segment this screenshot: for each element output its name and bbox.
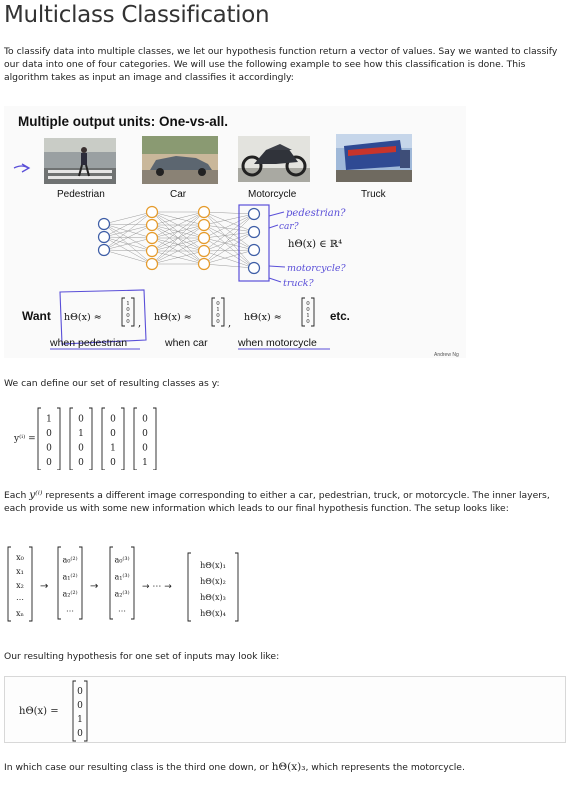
vector-entry: xₙ: [16, 609, 24, 619]
layers: [8, 547, 238, 621]
vector-entry: 0: [78, 458, 84, 469]
nn-node: [199, 220, 210, 231]
vector-entry: a₀⁽²⁾: [62, 555, 78, 565]
class-label-pedestrian: Pedestrian: [57, 189, 105, 200]
vector-entry: a₂⁽²⁾: [62, 589, 78, 599]
nn-node: [199, 207, 210, 218]
class-label-car: Car: [170, 189, 187, 200]
vector-entry: 0: [142, 429, 148, 440]
nn-edge: [204, 250, 254, 264]
nn-edge: [204, 238, 254, 268]
car-image: [142, 136, 218, 184]
each-pre: Each: [4, 490, 30, 501]
bracket-left: [58, 547, 61, 619]
vector-entry: 0: [126, 306, 130, 313]
result-vector: [73, 681, 87, 741]
nn-node: [147, 220, 158, 231]
bracket-right: [235, 553, 238, 621]
class-label-motorcycle: Motorcycle: [248, 189, 297, 200]
final-paragraph: [4, 761, 465, 774]
lecture-slide: [4, 106, 466, 358]
slide-credit: Andrew Ng: [434, 352, 459, 358]
hand-arrow-icon: [14, 164, 29, 172]
inline-h3: hΘ(x)₃: [271, 761, 306, 773]
vector-entry: 1: [77, 715, 83, 726]
result-label: hΘ(x) =: [19, 706, 59, 717]
nn-node: [147, 207, 158, 218]
layers-equation: [4, 545, 254, 625]
truck-image: [336, 134, 412, 182]
page-title: Multiclass Classification: [4, 2, 270, 28]
vector-entry: hΘ(x)₄: [200, 608, 226, 618]
vector-entry: 0: [77, 729, 83, 740]
vector-entry: x₀: [16, 553, 24, 563]
bracket-right: [153, 408, 156, 470]
vector-entry: 1: [306, 312, 310, 319]
bracket-right: [29, 547, 32, 621]
approx-label: hΘ(x) ≈: [154, 312, 192, 323]
vector-entry: 1: [110, 443, 116, 454]
neural-network-diagram: [99, 207, 260, 274]
nn-edge: [204, 214, 254, 264]
nn-edge: [204, 264, 254, 268]
vector-entry: hΘ(x)₁: [200, 560, 226, 570]
vector-entry: x₁: [16, 567, 24, 577]
hand-note-motorcycle: motorcycle?: [287, 263, 346, 274]
vector-entry: 0: [110, 414, 116, 425]
vector-entry: a₁⁽³⁾: [114, 572, 130, 582]
bracket-right: [57, 408, 60, 470]
vector-entry: 0: [142, 443, 148, 454]
bracket-left: [134, 408, 137, 470]
y-vectors: [38, 408, 156, 470]
nn-node: [199, 233, 210, 244]
slide-heading: Multiple output units: One-vs-all.: [18, 114, 228, 129]
nn-edge: [204, 212, 254, 214]
want-vectors-row: [64, 298, 314, 329]
bracket-left: [212, 298, 215, 326]
vector-entry: 1: [142, 458, 148, 469]
vector-entry: a₁⁽²⁾: [62, 572, 78, 582]
comma: ,: [228, 318, 232, 329]
nn-node: [99, 232, 110, 243]
bracket-left: [110, 547, 113, 619]
vector-entry: 1: [46, 414, 52, 425]
bracket-right: [89, 408, 92, 470]
vector-entry: 0: [216, 300, 220, 307]
nn-node: [99, 219, 110, 230]
hand-note-truck: truck?: [283, 278, 314, 289]
vector-entry: 0: [306, 300, 310, 307]
arrow-icon: →: [40, 581, 49, 592]
vector-entry: a₂⁽³⁾: [114, 589, 130, 599]
comma: ,: [138, 318, 142, 329]
bracket-right: [84, 681, 87, 741]
y-vectors-equation: [4, 404, 174, 470]
arrow-icon: →: [90, 581, 99, 592]
hypothesis-in-r4: hΘ(x) ∈ ℝ⁴: [288, 239, 343, 250]
vector-entry: 0: [77, 701, 83, 712]
bracket-right: [131, 547, 134, 619]
vector-entry: 0: [110, 458, 116, 469]
vector-entry: ⋯: [118, 606, 126, 616]
nn-node: [147, 246, 158, 257]
bracket-left: [302, 298, 305, 326]
bracket-left: [38, 408, 41, 470]
bracket-right: [79, 547, 82, 619]
vector-entry: 0: [46, 443, 52, 454]
motorcycle-image: [238, 136, 310, 182]
vector-entry: hΘ(x)₂: [200, 576, 226, 586]
vector-entry: x₂: [16, 581, 24, 591]
vector-entry: 1: [216, 306, 220, 313]
when-label-motorcycle: when motorcycle: [238, 337, 317, 349]
bracket-right: [311, 298, 314, 326]
vector-entry: 0: [216, 312, 220, 319]
inline-y: y⁽ⁱ⁾: [29, 489, 43, 501]
vector-entry: 0: [306, 318, 310, 325]
bracket-left: [70, 408, 73, 470]
result-paragraph: Our resulting hypothesis for one set of inputs may look like:: [4, 651, 280, 662]
define-paragraph: We can define our set of resulting classes as y:: [4, 378, 220, 389]
nn-node: [147, 259, 158, 270]
bracket-right: [131, 298, 134, 326]
etc-label: etc.: [330, 311, 350, 323]
slide-graphic: [4, 106, 466, 358]
approx-label: hΘ(x) ≈: [244, 312, 282, 323]
nn-node: [147, 233, 158, 244]
vector-entry: 0: [110, 429, 116, 440]
vector-entry: 1: [126, 300, 130, 307]
nn-edge: [104, 225, 152, 250]
vector-entry: ⋯: [66, 606, 74, 616]
when-label-pedestrian: when pedestrian: [50, 337, 128, 349]
bracket-left: [102, 408, 105, 470]
nn-edge: [104, 250, 152, 264]
bracket-right: [221, 298, 224, 326]
class-label-truck: Truck: [361, 189, 386, 200]
each-paragraph: [4, 489, 566, 515]
intro-paragraph: To classify data into multiple classes, we let our hypothesis function return a vector of values. Say we wanted to classify our data into one of four categories. We will use the following example to see how this classification is done. This algorithm takes as input an image and classifies it accordingly:: [4, 46, 558, 83]
vector-entry: 0: [78, 414, 84, 425]
bracket-left: [73, 681, 76, 741]
vector-entry: hΘ(x)₃: [200, 592, 226, 602]
vector-entry: 0: [126, 312, 130, 319]
nn-node: [199, 259, 210, 270]
pedestrian-image: [44, 138, 116, 184]
vector-entry: 0: [142, 414, 148, 425]
nn-node: [249, 245, 260, 256]
nn-edge: [104, 212, 152, 237]
vector-entry: 0: [46, 429, 52, 440]
nn-edge: [204, 250, 254, 251]
result-equation: [5, 677, 205, 742]
bracket-right: [121, 408, 124, 470]
result-equation-box: [4, 676, 566, 743]
approx-label: hΘ(x) ≈: [64, 312, 102, 323]
vector-entry: 0: [78, 443, 84, 454]
final-pre: In which case our resulting class is the third one down, or: [4, 762, 272, 773]
nn-node: [249, 227, 260, 238]
nn-node: [249, 263, 260, 274]
hand-note-car: car?: [279, 222, 299, 232]
vector-entry: 0: [216, 318, 220, 325]
vector-entry: 1: [78, 429, 84, 440]
vector-entry: 0: [46, 458, 52, 469]
nn-edge: [104, 250, 152, 251]
hand-note-pedestrian: pedestrian?: [286, 208, 346, 219]
when-label-car: when car: [165, 337, 208, 349]
want-label: Want: [22, 309, 51, 323]
bracket-left: [8, 547, 11, 621]
dots-arrow: → ⋯ →: [142, 582, 172, 592]
nn-node: [199, 246, 210, 257]
vector-entry: 0: [77, 687, 83, 698]
nn-node: [249, 209, 260, 220]
vector-entry: ⋯: [16, 595, 24, 605]
final-post: , which represents the motorcycle.: [305, 762, 465, 773]
vector-entry: 0: [306, 306, 310, 313]
y-label: y⁽ⁱ⁾ =: [14, 434, 36, 444]
vector-entry: 0: [126, 318, 130, 325]
nn-node: [99, 245, 110, 256]
bracket-left: [122, 298, 125, 326]
each-post: represents a different image corresponding to either a car, pedestrian, truck, or motorcycle. The inner layers, each provide us with some new information which leads to our final hypothesis function. The setup looks like:: [4, 490, 550, 514]
bracket-left: [188, 553, 191, 621]
vector-entry: a₀⁽³⁾: [114, 555, 130, 565]
